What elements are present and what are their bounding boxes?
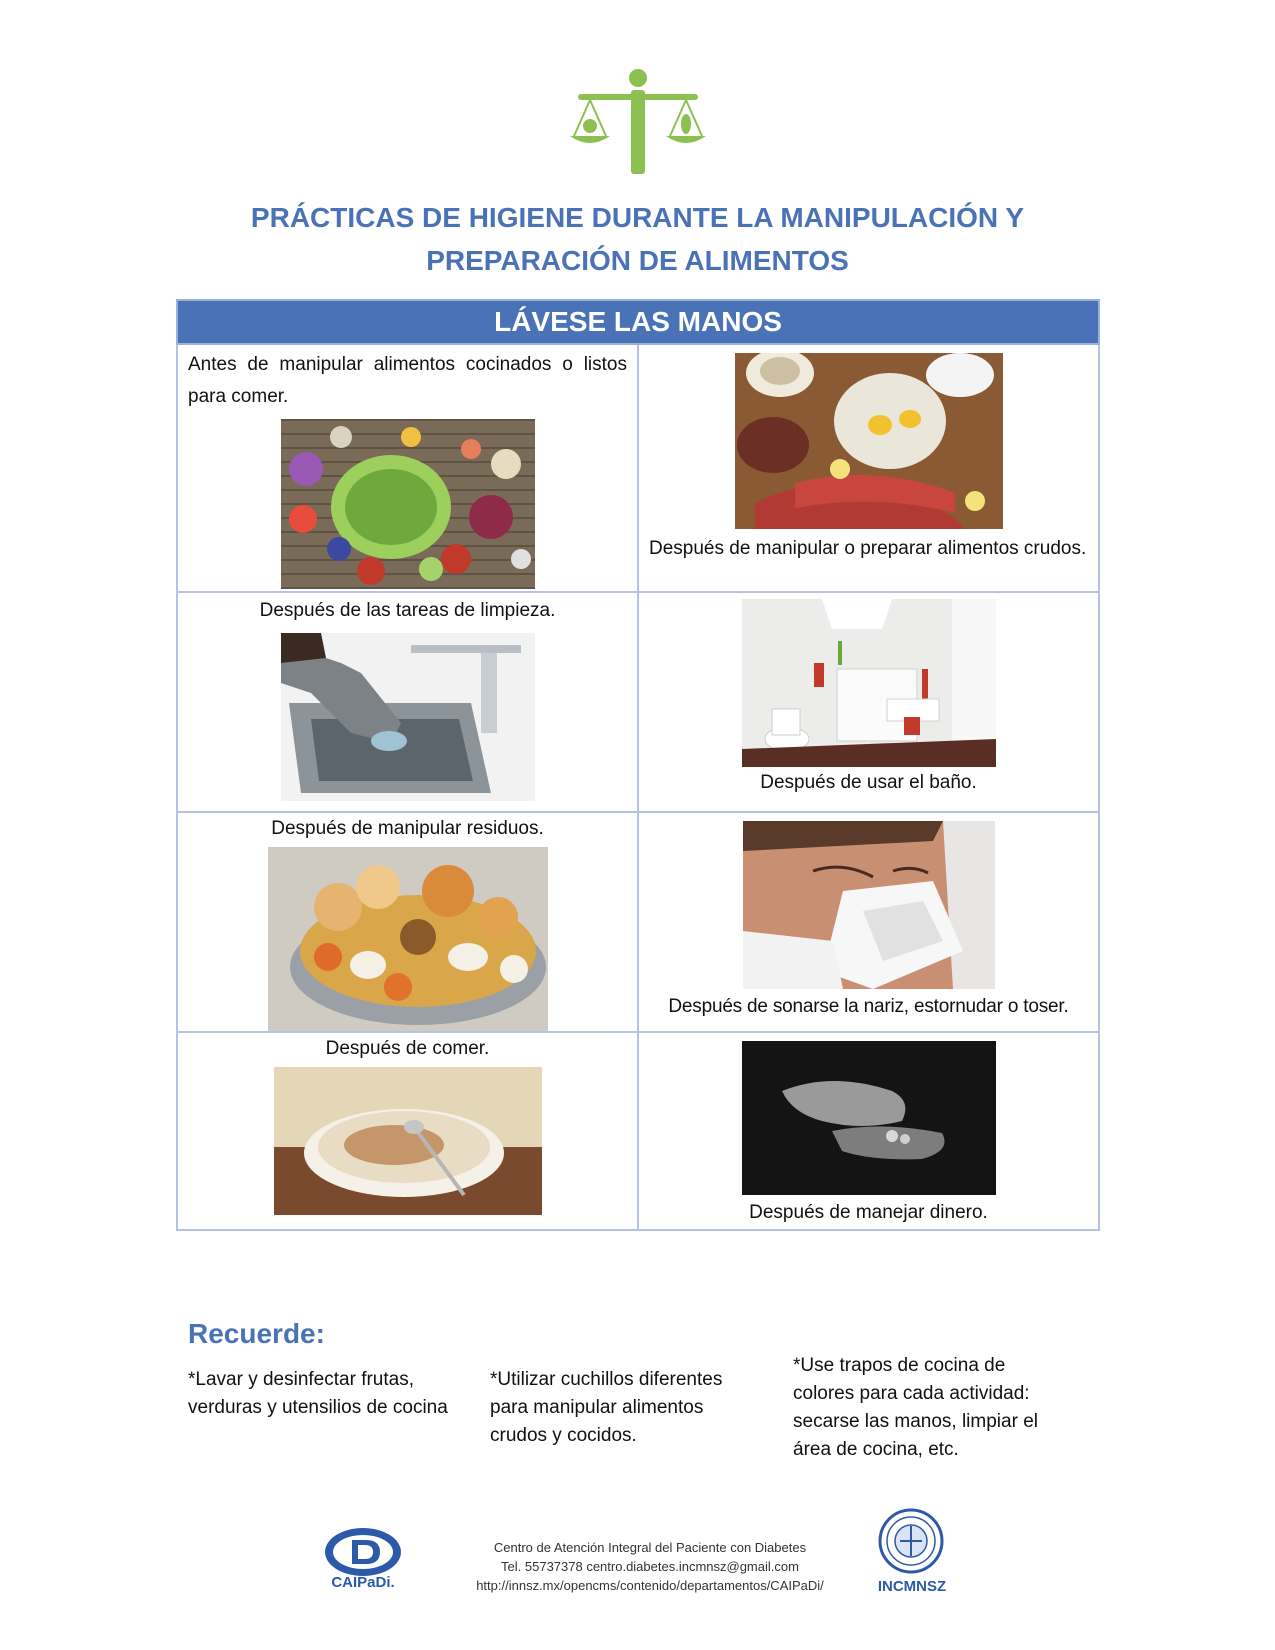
food-waste-bowl-photo xyxy=(268,847,548,1031)
title-line-1: PRÁCTICAS DE HIGIENE DURANTE LA MANIPULACIÓN Y xyxy=(250,202,1025,233)
raw-food-photo xyxy=(735,353,1003,529)
cell-caption: Después de sonarse la nariz, estornudar o toser. xyxy=(668,996,1069,1017)
cell-caption: Después de comer. xyxy=(325,1038,490,1059)
cell-caption: Antes de manipular alimentos cocinados o listos para comer. xyxy=(188,354,627,407)
tip-wash-fruits: *Lavar y desinfectar frutas, verduras y utensilios de cocina xyxy=(188,1369,448,1418)
table-cell xyxy=(177,1032,638,1230)
cell-caption: Después de manejar dinero. xyxy=(749,1202,988,1223)
table-cell xyxy=(638,344,1099,592)
cell-caption: Después de usar el baño. xyxy=(760,772,977,793)
cell-caption: Después de manipular o preparar alimentos crudos. xyxy=(649,538,1087,559)
footer-contact xyxy=(440,1538,860,1595)
child-blowing-nose-photo xyxy=(743,821,995,989)
recuerde-title: Recuerde: xyxy=(188,1318,325,1349)
table-cell xyxy=(177,344,638,592)
incmnsz-seal-icon xyxy=(878,1508,944,1574)
dirty-plates-photo xyxy=(274,1067,542,1215)
cell-caption: Después de manipular residuos. xyxy=(271,818,544,839)
salad-bowls-photo xyxy=(281,419,535,589)
footer-center-name: Centro de Atención Integral del Paciente con Diabetes xyxy=(493,1540,807,1555)
tip-different-knives: *Utilizar cuchillos diferentes para manipular alimentos crudos y cocidos. xyxy=(490,1369,723,1446)
bathroom-photo xyxy=(742,599,996,767)
tip-colored-towels: *Use trapos de cocina de colores para cada actividad: secarse las manos, limpiar el área de cocina, etc. xyxy=(793,1355,1038,1460)
table-cell xyxy=(638,592,1099,812)
table-cell xyxy=(177,592,638,812)
handwashing-table xyxy=(176,299,1100,1231)
footer-url: http://innsz.mx/opencms/contenido/departamentos/CAIPaDi/ xyxy=(476,1578,824,1593)
title-line-2: PREPARACIÓN DE ALIMENTOS xyxy=(426,245,849,276)
table-cell xyxy=(638,812,1099,1032)
footer-phone-email: Tel. 55737378 centro.diabetes.incmnsz@gmail.com xyxy=(501,1559,799,1574)
table-header: LÁVESE LAS MANOS xyxy=(177,300,1099,344)
page-title xyxy=(160,196,1115,282)
caipadi-logo-label: CAIPaDi. xyxy=(331,1574,395,1591)
cell-caption: Después de las tareas de limpieza. xyxy=(259,600,556,621)
incmnsz-logo-label: INCMNSZ xyxy=(877,1578,947,1595)
table-cell xyxy=(177,812,638,1032)
table-cell xyxy=(638,1032,1099,1230)
hands-with-coins-photo xyxy=(742,1041,996,1195)
gloved-hand-cleaning-sink-photo xyxy=(281,633,535,801)
balance-person-logo-icon xyxy=(568,68,708,176)
